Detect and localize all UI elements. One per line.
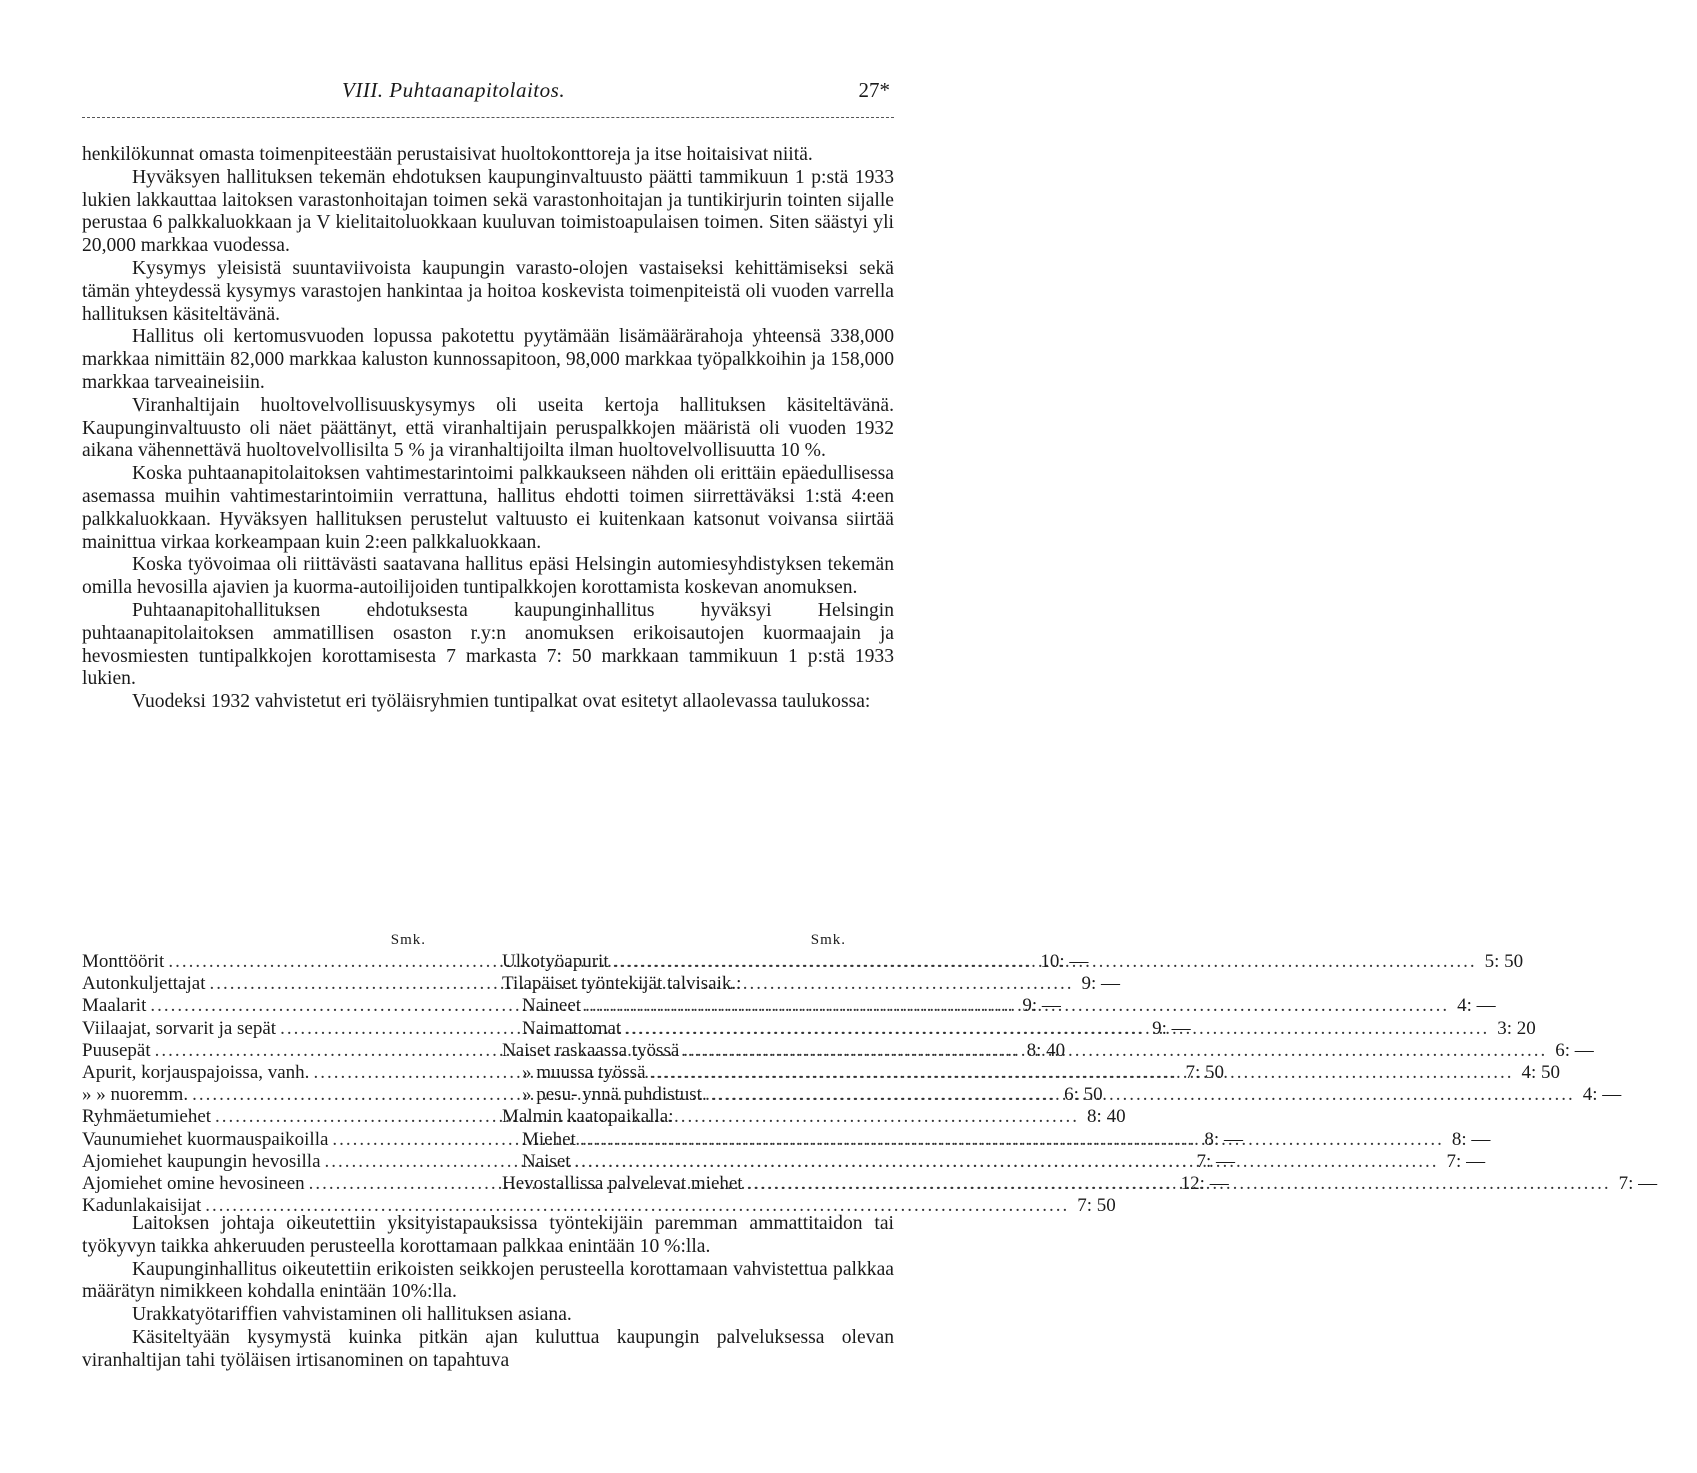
row-value: 5: 50	[1484, 951, 1524, 972]
row-label: Ajomiehet omine hevosineen	[82, 1172, 305, 1194]
row-label: Miehet	[522, 1128, 576, 1150]
paragraph: henkilökunnat omasta toimenpiteestään perustaisivat huoltokonttoreja ja itse hoitaisivat niitä.	[82, 144, 813, 165]
leader-dots	[747, 1173, 1611, 1195]
paragraph: Kysymys yleisistä suuntaviivoista kaupungin varasto-olojen vastaiseksi kehittämiseksi sekä tämän yhteydessä kysymys varastojen hankintaa ja hoitoa koskevista toimenpiteistä oli vuoden varrella hallituksen käsiteltävänä.	[82, 257, 894, 325]
leader-dots	[650, 1062, 1514, 1084]
row-label: Kadunlakaisijat	[82, 1195, 202, 1217]
leader-dots	[580, 1129, 1444, 1151]
row-label: Naimattomat	[522, 1017, 622, 1039]
row-label: Autonkuljettajat	[82, 973, 206, 995]
row-label: Tilapäiset työntekijät talvisaik.:	[502, 973, 742, 995]
unit-label: Smk.	[390, 932, 426, 948]
row-value: 7: —	[1446, 1150, 1486, 1172]
row-value: 4: —	[1582, 1084, 1622, 1106]
row-value: 7: —	[1618, 1172, 1658, 1194]
body-text-top	[82, 144, 894, 714]
paragraph: Puhtaanapitohallituksen ehdotuksesta kaupunginhallitus hyväksyi Helsingin puhtaanapitolaitoksen ammatillisen osaston r.y:n anomuksen erikoisautojen kuormaajain ja hevosmiesten tuntipalkkojen korottamisesta 7 markasta 7: 50 markkaan tammikuun 1 p:stä 1933 lukien.	[82, 599, 894, 690]
row-label: Naineet	[522, 995, 582, 1017]
row-value: 9: —	[1152, 1017, 1191, 1039]
table-row	[502, 1017, 1536, 1040]
row-value: 3: 20	[1497, 1017, 1536, 1039]
row-label: Maalarit	[82, 995, 147, 1017]
row-value: 10: —	[1040, 951, 1089, 972]
row-label: Puusepät	[82, 1039, 151, 1061]
page-number: 27*	[858, 78, 890, 102]
row-value: 8: 40	[1087, 1106, 1126, 1128]
paragraph: Kaupunginhallitus oikeutettiin erikoisten seikkojen perusteella korottamaan vahvistettua palkkaa määrätyn nimikkeen kohdalla enintään 10%:lla.	[82, 1258, 894, 1303]
paragraph: Koska puhtaanapitolaitoksen vahtimestarintoimi palkkaukseen nähden oli erittäin epäedullisessa asemassa muihin vahtimestarintoimiin verrattuna, hallitus ehdotti toimen siirrettäväksi 1:stä 4:een palkkaluokkaan. Hyväksyen hallituksen perustelut valtuusto ei kuitenkaan katsonut voivansa siirtää mainittua virkaa korkeampaan kuin 2:een palkkaluokkaan.	[82, 463, 894, 553]
paragraph: Käsiteltyään kysymystä kuinka pitkän ajan kuluttua kaupungin palveluksessa olevan viranhaltijan tahi työläisen irtisanominen on tapahtuva	[82, 1326, 894, 1371]
row-label: Ulkotyöapurit	[502, 951, 609, 972]
running-title: VIII. Puhtaanapitolaitos.	[342, 78, 566, 102]
row-label: » muussa työssä	[522, 1061, 646, 1083]
row-value: 7: 50	[1185, 1061, 1224, 1083]
paragraph: Laitoksen johtaja oikeutettiin yksityistapauksissa työntekijäin paremman ammattitaidon tai työkyvyn taikka ahkeruuden perusteella korottamaan palkkaa enintään 10 %:lla.	[82, 1213, 894, 1257]
row-label: Ajomiehet kaupungin hevosilla	[82, 1150, 321, 1172]
leader-dots	[625, 1018, 1489, 1040]
leader-dots	[683, 1040, 1547, 1062]
row-label: Apurit, korjauspajoissa, vanh.	[82, 1061, 310, 1083]
table-row	[502, 1106, 894, 1128]
leader-dots	[613, 951, 1477, 973]
row-value: 8: 40	[1026, 1039, 1066, 1061]
table-row	[502, 1150, 1486, 1173]
row-value: 7: —	[1196, 1150, 1236, 1172]
page-header	[82, 78, 894, 108]
leader-dots	[575, 1151, 1439, 1173]
row-label: » pesu- ynnä puhdistust.	[522, 1084, 707, 1106]
row-label: Naiset	[522, 1150, 571, 1172]
row-value: 8: —	[1204, 1128, 1243, 1150]
row-value: 8: —	[1451, 1128, 1491, 1150]
row-value: 9: —	[1081, 973, 1121, 995]
table-row	[502, 973, 894, 995]
header-rule	[82, 117, 894, 118]
row-value: 7: 50	[1077, 1195, 1116, 1217]
unit-label: Smk.	[810, 932, 846, 948]
row-label: Viilaajat, sorvarit ja sepät	[82, 1017, 277, 1039]
paragraph: Vuodeksi 1932 vahvistetut eri työläisryhmien tuntipalkat ovat esitetyt allaolevassa taulukossa:	[132, 691, 871, 713]
table-row	[502, 1128, 1491, 1151]
row-label: Malmin kaatopaikalla:	[502, 1106, 674, 1128]
paragraph: Hallitus oli kertomusvuoden lopussa pakotettu pyytämään lisämäärärahoja yhteensä 338,000 markkaa nimittäin 82,000 markkaa kaluston kunnossapitoon, 98,000 markkaa työpalkkoihin ja 158,000 markkaa tarveaineisiin.	[82, 326, 894, 393]
paragraph: Urakkatyötariffien vahvistaminen oli hallituksen asiana.	[132, 1304, 572, 1326]
row-label: Vaunumiehet kuormauspaikoilla	[82, 1128, 329, 1150]
paragraph: Koska työvoimaa oli riittävästi saatavana hallitus epäsi Helsingin automiesyhdistyksen tekemän omilla hevosilla ajavien ja kuorma-autoilijoiden tuntipalkkojen korottamista koskevan anomuksen.	[82, 554, 894, 599]
row-label: Naiset raskaassa työssä	[502, 1039, 680, 1061]
row-value: 6: 50	[1064, 1084, 1103, 1106]
body-text-bottom	[82, 1213, 894, 1373]
row-value: 4: —	[1457, 995, 1496, 1017]
paragraph: Viranhaltijain huoltovelvollisuuskysymys oli useita kertoja hallituksen käsiteltävänä. Kaupunginvaltuusto oli näet päättänyt, että viranhaltijain peruspalkkojen määristä oli vuoden 1932 aikana vähennettävä huoltovelvollisilta 5 % ja viranhaltijoilta ilman huoltovelvollisuutta 10 %.	[82, 394, 894, 462]
table-row	[82, 1128, 1243, 1151]
row-value: 12: —	[1180, 1172, 1229, 1194]
paragraph: Hyväksyen hallituksen tekemän ehdotuksen kaupunginvaltuusto päätti tammikuun 1 p:stä 1933 lukien lakkauttaa laitoksen varastonhoitajan toimen sekä varastonhoitajan ja tuntikirjurin tointen sijalle perustaa 6 palkkaluokkaan ja V kielitaitoluokkaan kuuluvan toimistoapulaisen toimen. Siten säästyi yli 20,000 markkaa vuodessa.	[82, 166, 894, 257]
row-label: Hevostallissa palvelevat miehet	[502, 1172, 743, 1194]
row-label: » » nuoremm.	[82, 1084, 189, 1106]
table-row	[502, 995, 1496, 1017]
row-label: Monttöörit	[82, 951, 165, 972]
leader-dots	[711, 1084, 1575, 1106]
row-value: 6: —	[1555, 1039, 1594, 1061]
row-value: 9: —	[1022, 995, 1061, 1017]
row-value: 4: 50	[1521, 1061, 1561, 1083]
leader-dots	[585, 995, 1449, 1017]
row-label: Ryhmäetumiehet	[82, 1106, 212, 1128]
